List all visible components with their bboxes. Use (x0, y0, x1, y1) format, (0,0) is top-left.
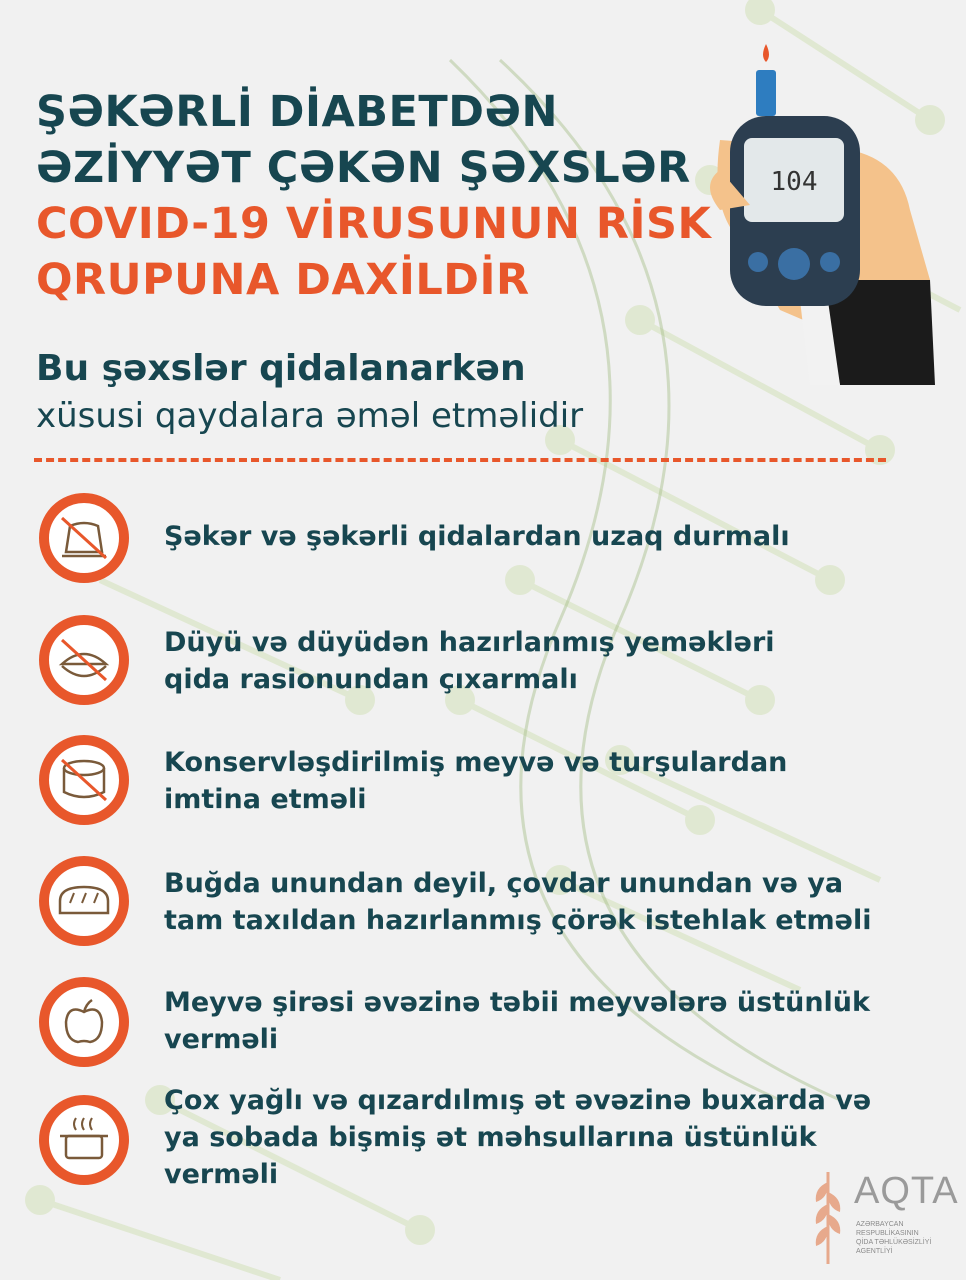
item-text: Şəkər və şəkərli qidalardan uzaq durmalı (164, 521, 790, 552)
item-text: Çox yağlı və qızardılmış ət əvəzinə buxarda və ya sobada bişmiş ət məhsullarına üstünlük verməli (164, 1085, 872, 1190)
item-text: Buğda unundan deyil, çovdar unundan və ya tam taxıldan hazırlanmış çörək istehlak etməli (164, 868, 872, 936)
title-block (36, 84, 711, 308)
title-line-2: ƏZİYYƏT ÇƏKƏN ŞƏXSLƏR (36, 143, 691, 193)
title-line-4: QRUPUNA DAXİLDİR (36, 255, 530, 305)
glucometer-icon (700, 40, 940, 390)
cooking-pot-icon (38, 1094, 130, 1186)
no-canned-food-icon (38, 734, 130, 826)
title-line-1: ŞƏKƏRLİ DİABETDƏN (36, 87, 558, 137)
aqta-logo (808, 1162, 958, 1272)
dashed-divider (34, 458, 886, 462)
subtitle (36, 346, 583, 438)
logo-name: AQTA (854, 1170, 959, 1212)
item-text: Konservləşdirilmiş meyvə və turşulardan imtina etməli (164, 747, 788, 815)
bread-icon (38, 855, 130, 947)
glucometer-reading: 104 (770, 167, 818, 197)
apple-icon (38, 976, 130, 1068)
subtitle-light: xüsusi qaydalara əməl etməlidir (36, 396, 584, 436)
item-text: Meyvə şirəsi əvəzinə təbii meyvələrə üstünlük verməli (164, 987, 870, 1055)
no-sweets-icon (38, 492, 130, 584)
wheat-icon (808, 1162, 848, 1267)
subtitle-bold: Bu şəxslər qidalanarkən (36, 348, 526, 389)
logo-subtext: AZƏRBAYCAN RESPUBLİKASININ QİDA TƏHLÜKƏSİZLİYİ AGENTLİYİ (856, 1221, 932, 1255)
item-text: Düyü və düyüdən hazırlanmış yeməkləri qida rasionundan çıxarmalı (164, 627, 775, 695)
no-rice-icon (38, 614, 130, 706)
title-line-3: COVID-19 VİRUSUNUN RİSK (36, 199, 712, 249)
